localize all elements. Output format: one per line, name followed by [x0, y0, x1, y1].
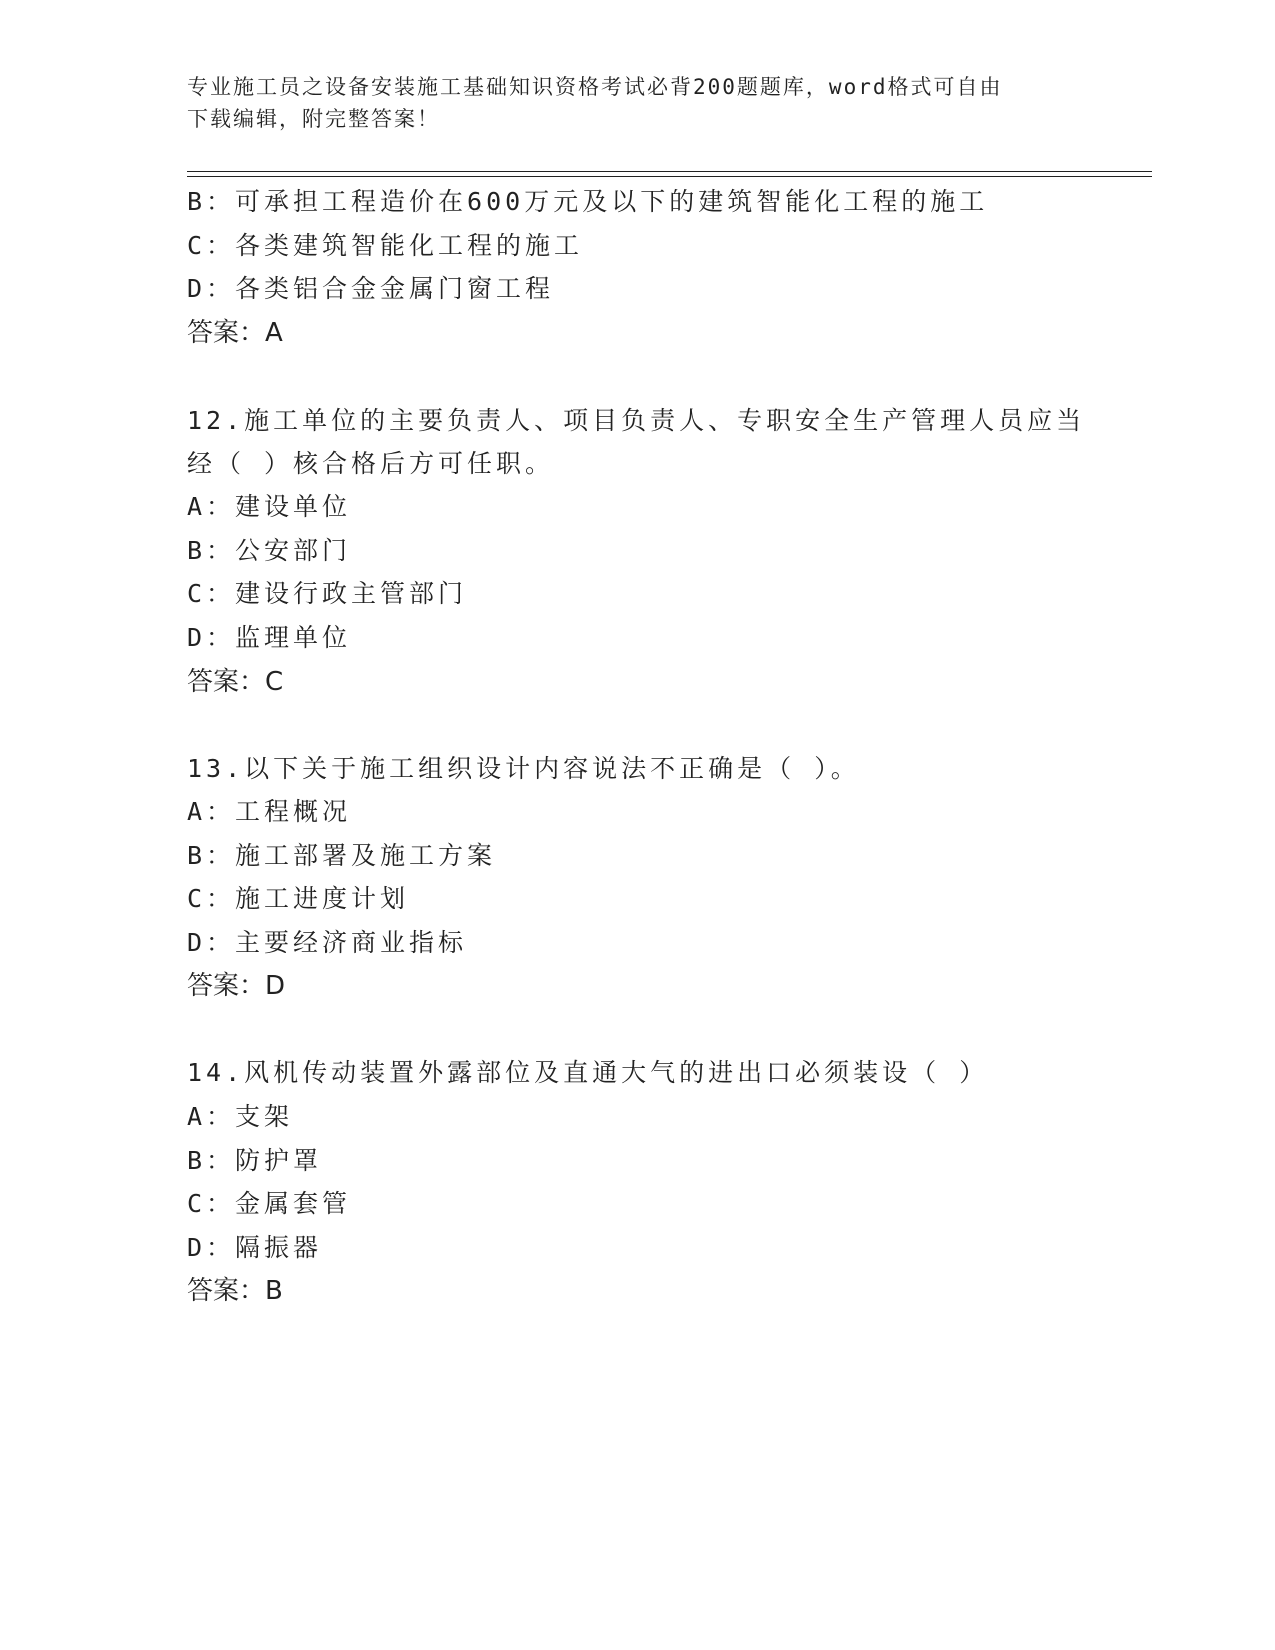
- option-line: D：各类铝合金金属门窗工程: [187, 274, 555, 303]
- option-line: B：施工部署及施工方案: [187, 841, 497, 870]
- answer-line: 答案：A: [187, 318, 283, 348]
- question-stem: 14.风机传动装置外露部位及直通大气的进出口必须装设（ ）: [187, 1058, 989, 1087]
- header-rule-bottom: [187, 176, 1152, 177]
- option-line: D：监理单位: [187, 623, 352, 652]
- option-line: B：可承担工程造价在600万元及以下的建筑智能化工程的施工: [187, 187, 989, 216]
- question-stem: 经（ ）核合格后方可任职。: [187, 449, 555, 478]
- option-line: D：隔振器: [187, 1233, 323, 1262]
- answer-line: 答案：D: [187, 971, 286, 1001]
- option-line: D：主要经济商业指标: [187, 928, 468, 957]
- option-line: C：金属套管: [187, 1189, 352, 1218]
- option-line: A：工程概况: [187, 797, 352, 826]
- answer-line: 答案：C: [187, 667, 284, 697]
- question-stem: 12.施工单位的主要负责人、项目负责人、专职安全生产管理人员应当: [187, 406, 1086, 435]
- option-line: C：建设行政主管部门: [187, 579, 468, 608]
- option-line: B：公安部门: [187, 536, 352, 565]
- option-line: B：防护罩: [187, 1146, 323, 1175]
- header-rule-top: [187, 171, 1152, 172]
- option-line: A：建设单位: [187, 492, 352, 521]
- option-line: C：施工进度计划: [187, 884, 410, 913]
- question-stem: 13.以下关于施工组织设计内容说法不正确是（ ）。: [187, 754, 860, 783]
- header-title-line-2: 下载编辑，附完整答案！: [187, 107, 440, 131]
- answer-line: 答案：B: [187, 1276, 283, 1306]
- header-title-line-1: 专业施工员之设备安装施工基础知识资格考试必背200题题库，word格式可自由: [187, 75, 1003, 99]
- option-line: A：支架: [187, 1102, 294, 1131]
- option-line: C：各类建筑智能化工程的施工: [187, 231, 584, 260]
